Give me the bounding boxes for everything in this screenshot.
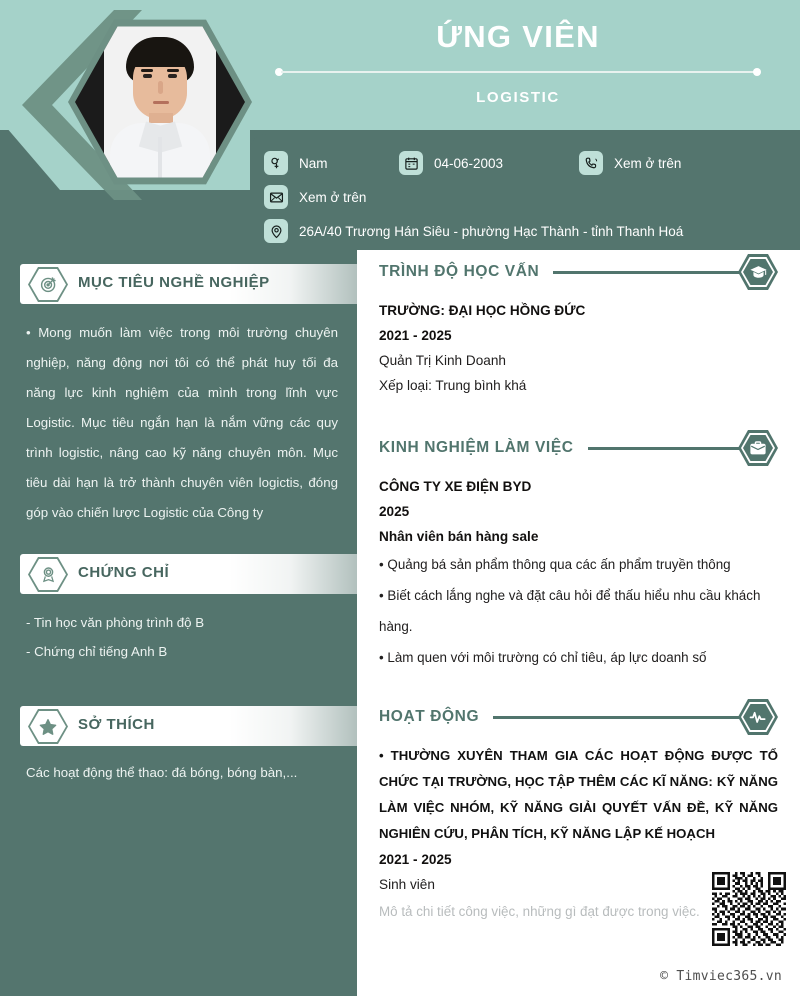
footer-copyright: © Timviec365.vn [660, 969, 782, 984]
education-years: 2021 - 2025 [379, 328, 452, 343]
experience-bullet: • Làm quen với môi trường có chỉ tiêu, áp lực doanh số [379, 650, 707, 665]
section-experience [357, 426, 800, 673]
section-header-hobbies [0, 706, 357, 746]
star-icon [28, 709, 68, 744]
section-title-objective: MỤC TIÊU NGHỀ NGHIỆP [78, 274, 270, 291]
pulse-icon [738, 699, 778, 735]
section-rule [493, 716, 740, 719]
job-position: LOGISTIC [476, 89, 560, 106]
section-title-experience: KINH NGHIỆM LÀM VIỆC [379, 439, 574, 456]
education-body [379, 294, 778, 398]
objective-text: • Mong muốn làm việc trong môi trường chuyên nghiệp, năng động nơi tôi có thể phát huy tối đa năng lực kinh nghiệm của mình trong lĩnh vực Logistic. Mục tiêu ngắn hạn là nắm vững các quy trình logistic, nâng cao kỹ năng chuyên môn. Mục tiêu dài hạn là trở thành chuyên viên logictis, đóng góp vào chiến lược Logistic của Công ty [26, 325, 338, 520]
certificate-item: - Chứng chỉ tiếng Anh B [26, 644, 168, 659]
contact-gender-value: Nam [299, 155, 328, 171]
contact-row-3 [264, 214, 800, 248]
section-title-hobbies: SỞ THÍCH [78, 716, 155, 733]
section-rule [588, 447, 740, 450]
education-school: TRƯỜNG: ĐẠI HỌC HỒNG ĐỨC [379, 303, 586, 318]
section-header-certificates [0, 554, 357, 594]
divider-line [281, 71, 755, 73]
contact-gender [264, 151, 399, 175]
title-divider [275, 68, 761, 76]
section-title-education: TRÌNH ĐỘ HỌC VẤN [379, 263, 540, 280]
page-title: ỨNG VIÊN [436, 19, 600, 54]
header-title-block [258, 14, 778, 106]
qr-code [712, 872, 786, 946]
contact-phone [579, 151, 681, 175]
portrait-photo [104, 25, 216, 179]
contact-phone-value: Xem ở trên [614, 155, 682, 171]
section-title-certificates: CHỨNG CHỈ [78, 564, 170, 581]
section-education [357, 250, 800, 398]
experience-role: Nhân viên bán hàng sale [379, 529, 539, 544]
target-icon [28, 267, 68, 302]
contact-birthday-value: 04-06-2003 [434, 155, 504, 171]
section-header-education [379, 250, 778, 294]
section-header-background [20, 706, 357, 746]
contact-email-value: Xem ở trên [299, 189, 367, 205]
contact-row-1 [264, 146, 800, 180]
phone-icon [579, 151, 603, 175]
envelope-icon [264, 185, 288, 209]
section-header-experience [379, 426, 778, 470]
experience-company: CÔNG TY XE ĐIỆN BYD [379, 479, 532, 494]
education-major: Quản Trị Kinh Doanh [379, 353, 506, 368]
education-grade: Xếp loại: Trung bình khá [379, 378, 527, 393]
experience-body [379, 470, 778, 673]
contact-email [264, 185, 366, 209]
contact-row-2 [264, 180, 800, 214]
activities-years: 2021 - 2025 [379, 852, 452, 867]
calendar-icon [399, 151, 423, 175]
right-content [357, 250, 800, 996]
briefcase-icon [738, 430, 778, 466]
contact-info-card [250, 134, 800, 258]
contact-address [264, 219, 683, 243]
graduation-cap-icon [738, 254, 778, 290]
hobbies-text: Các hoạt động thể thao: đá bóng, bóng bàn,... [26, 765, 298, 780]
certificate-item: - Tin học văn phòng trình độ B [26, 615, 205, 630]
contact-birthday [399, 151, 579, 175]
certificates-list [0, 594, 357, 666]
section-header-background [20, 554, 357, 594]
divider-dot-right [753, 68, 761, 76]
section-rule [553, 271, 740, 274]
gender-icon [264, 151, 288, 175]
award-icon [28, 557, 68, 592]
experience-years: 2025 [379, 504, 410, 519]
section-header-activities [379, 695, 778, 739]
experience-bullet: • Quảng bá sản phẩm thông qua các ấn phẩm truyền thông [379, 557, 731, 572]
map-pin-icon [264, 219, 288, 243]
left-sidebar [0, 250, 357, 996]
section-title-activities: HOẠT ĐỘNG [379, 708, 480, 725]
section-header-objective [0, 264, 357, 304]
activities-text: • THƯỜNG XUYÊN THAM GIA CÁC HOẠT ĐỘNG ĐƯỢC TỔ CHỨC TẠI TRƯỜNG, HỌC TẬP THÊM CÁC KĨ NĂNG: KỸ NĂNG LÀM VIỆC NHÓM, KỸ NĂNG GIẢI QUYẾT VẤN ĐỀ, KỸ NĂNG NGHIÊN CỨU, PHÂN TÍCH, KỸ NĂNG LẬP KẾ HOẠCH [379, 748, 778, 841]
activities-role: Sinh viên [379, 877, 435, 892]
contact-address-value: 26A/40 Trương Hán Siêu - phường Hạc Thành - tỉnh Thanh Hoá [299, 223, 684, 239]
activities-placeholder: Mô tả chi tiết công việc, những gì đạt được trong việc. [379, 904, 700, 919]
cv-header [0, 0, 800, 250]
avatar-hexagon-frame [75, 25, 245, 179]
experience-bullet: • Biết cách lắng nghe và đặt câu hỏi để thấu hiểu nhu cầu khách hàng. [379, 588, 761, 634]
